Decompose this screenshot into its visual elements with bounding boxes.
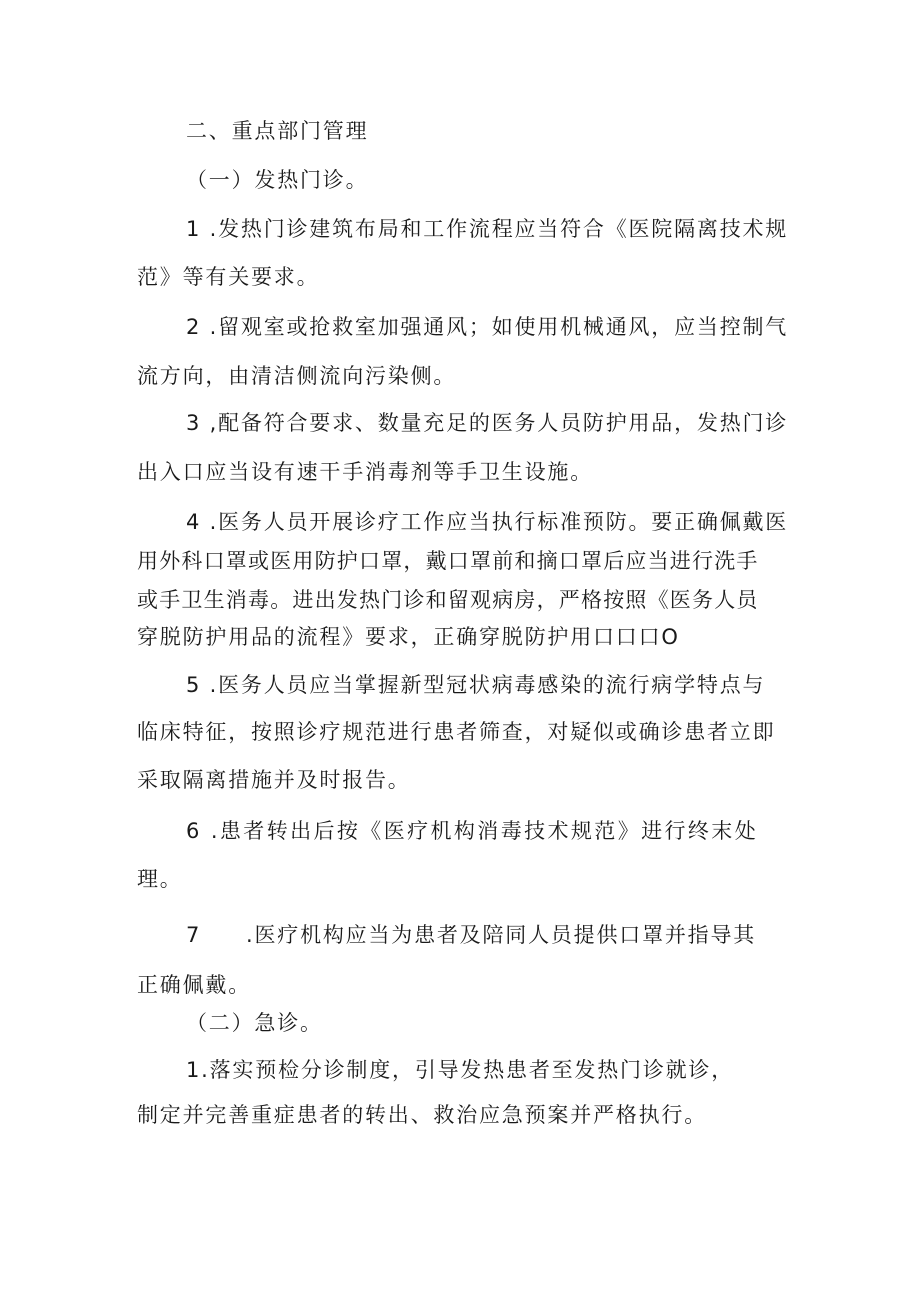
fever-item-1-line-1: 1 .发热门诊建筑布局和工作流程应当符合《医院隔离技术规: [186, 217, 789, 241]
fever-item-7-line-2: 正确佩戴。: [137, 973, 251, 997]
fever-item-7-line-1: .医疗机构应当为患者及陪同人员提供口罩并指导其: [246, 923, 757, 947]
emergency-item-1-line-1: 1.落实预检分诊制度，引导发热患者至发热门诊就诊，: [186, 1058, 735, 1082]
fever-item-5-line-2: 临床特征，按照诊疗规范进行患者筛查，对疑似或确诊患者立即: [137, 720, 776, 744]
fever-item-5-line-3: 采取隔离措施并及时报告。: [137, 768, 411, 792]
fever-item-4-line-2: 用外科口罩或医用防护口罩，戴口罩前和摘口罩后应当进行洗手: [137, 549, 759, 573]
fever-item-4-line-3: 或手卫生消毒。进出发热门诊和留观病房，严格按照《医务人员: [137, 588, 759, 612]
subsection-fever-clinic-heading: （一）发热门诊。: [186, 168, 369, 192]
fever-item-2-line-1: 2 .留观室或抢救室加强通风；如使用机械通风，应当控制气: [186, 315, 789, 339]
fever-item-2-line-2: 流方向，由清洁侧流向污染侧。: [137, 364, 457, 388]
fever-item-3-line-1: 3 ,配备符合要求、数量充足的医务人员防护用品，发热门诊: [186, 411, 789, 435]
fever-item-1-line-2: 范》等有关要求。: [137, 265, 320, 289]
fever-item-5-line-1: 5 .医务人员应当掌握新型冠状病毒感染的流行病学特点与: [186, 673, 766, 697]
fever-item-7-number: 7: [186, 923, 202, 947]
fever-item-3-line-2: 出入口应当设有速干手消毒剂等手卫生设施。: [137, 460, 593, 484]
fever-item-4-line-4: 穿脱防护用品的流程》要求，正确穿脱防护用口口口O: [137, 625, 680, 649]
emergency-item-1-line-2: 制定并完善重症患者的转出、救治应急预案并严格执行。: [137, 1103, 707, 1127]
section-heading: 二、重点部门管理: [186, 119, 369, 143]
subsection-emergency-heading: （二）急诊。: [186, 1011, 323, 1035]
fever-item-6-line-1: 6 .患者转出后按《医疗机构消毒技术规范》进行终末处: [186, 819, 759, 843]
fever-item-6-line-2: 理。: [137, 867, 183, 891]
fever-item-4-line-1: 4 .医务人员开展诊疗工作应当执行标准预防。要正确佩戴医: [186, 510, 789, 534]
